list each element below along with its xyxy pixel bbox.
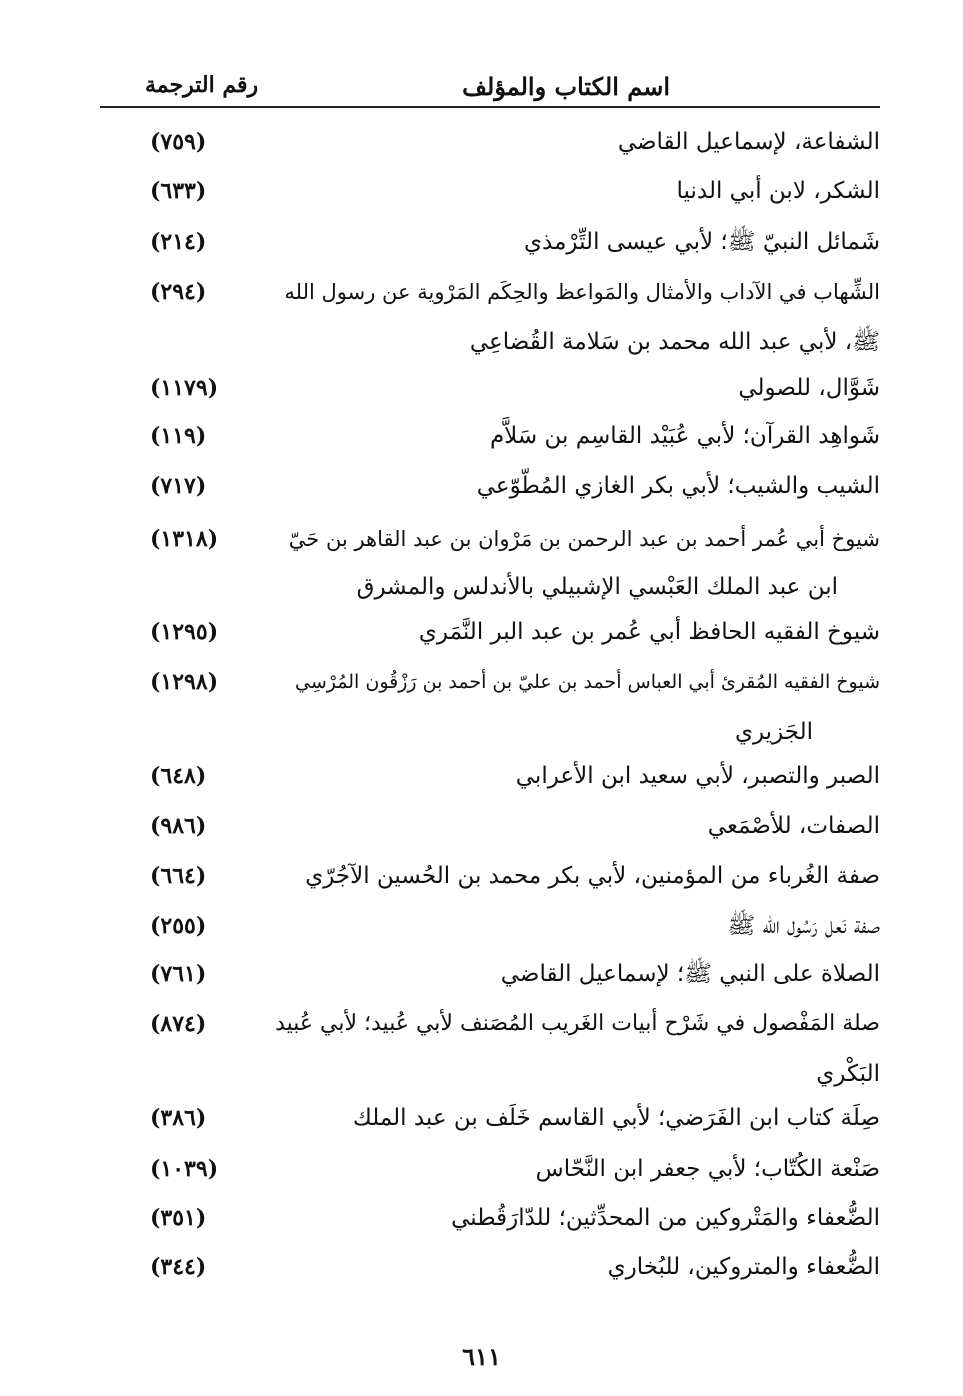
entry-title: الشِّهاب في الآداب والأمثال والمَواعظ والحِكَم المَرْوية عن رسول الله [284, 280, 880, 304]
entry-number: (٦٣٣) [150, 178, 207, 204]
entry-title: الشيب والشيب؛ لأبي بكر الغازي المُطّوّعي [476, 473, 880, 499]
entry-continuation: ابن عبد الملك العَبْسي الإشبيلي بالأندلس والمشرق [356, 574, 838, 600]
entry-title: شيوخ الفقيه الحافظ أبي عُمر بن عبد البر النَّمَري [418, 619, 880, 645]
entry-number: (٢١٤) [150, 229, 207, 255]
entry-continuation: البَكْري [816, 1061, 880, 1087]
entry-number: (٨٧٤) [150, 1011, 207, 1037]
entry-title: الضُّعفاء والمَتْروكين من المحدِّثين؛ للدّارَقُطني [451, 1205, 880, 1231]
entry-title: صلة المَفْصول في شَرْح أبيات الغَريب المُصَنف لأبي عُبيد؛ لأبي عُبيد [275, 1011, 880, 1036]
entry-title: صفة الغُرباء من المؤمنين، لأبي بكر محمد بن الحُسين الآجُرّي [305, 863, 880, 889]
entry-number: (٦٤٨) [150, 763, 207, 789]
entry-title: صَنْعة الكُتّاب؛ لأبي جعفر ابن النَّحّاس [535, 1156, 880, 1182]
entry-title: شَوَّال، للصولي [738, 375, 880, 401]
entry-title: شيوخ أبي عُمر أحمد بن عبد الرحمن بن مَرْوان بن عبد القاهر بن حَيّ [288, 527, 880, 551]
entry-number: (١٠٣٩) [150, 1156, 219, 1182]
entry-title: شَمائل النبيّ ﷺ؛ لأبي عيسى التِّرْمذي [524, 229, 880, 255]
entry-number: (١٢٩٨) [150, 669, 219, 695]
entry-title: الصبر والتصبر، لأبي سعيد ابن الأعرابي [515, 763, 880, 789]
entry-number: (١٢٩٥) [150, 619, 219, 645]
header-entry-number: رقم الترجمة [145, 72, 259, 98]
entry-number: (٦٦٤) [150, 863, 207, 889]
page-number: ٦١١ [462, 1342, 501, 1371]
entry-number: (٩٨٦) [150, 813, 207, 839]
header-book-author: اسم الكتاب والمؤلف [462, 72, 670, 101]
entry-number: (٣٥١) [150, 1205, 207, 1231]
entry-continuation: ﷺ، لأبي عبد الله محمد بن سَلامة القُضاعِي [469, 329, 880, 355]
entry-title: الضُّعفاء والمتروكين، للبُخاري [607, 1254, 880, 1280]
entry-number: (١١٧٩) [150, 375, 219, 401]
entry-number: (٣٤٤) [150, 1254, 207, 1280]
entry-title: الشكر، لابن أبي الدنيا [676, 178, 880, 204]
entry-number: (٢٥٥) [150, 913, 207, 939]
entry-number: (٣٨٦) [150, 1105, 207, 1131]
table-header [100, 70, 880, 108]
entry-number: (٧٥٩) [150, 129, 207, 155]
entry-title: شَواهِد القرآن؛ لأبي عُبَيْد القاسِم بن سَلاَّم [489, 423, 880, 449]
entry-title: الشفاعة، لإسماعيل القاضي [617, 129, 880, 155]
entry-number: (٢٩٤) [150, 279, 207, 305]
entry-title: صِلَة كتاب ابن الفَرَضي؛ لأبي القاسم خَلَف بن عبد الملك [352, 1105, 880, 1131]
entry-title: صفة نَعل رَسُول الله ﷺ [727, 913, 880, 939]
entry-title: شيوخ الفقيه المُقرئ أبي العباس أحمد بن عليّ بن أحمد بن رَزْقُون المُرْسِي [295, 671, 880, 693]
entry-title: الصفات، للأصْمَعي [707, 813, 880, 839]
entry-number: (١٣١٨) [150, 526, 219, 552]
entry-number: (٧٦١) [150, 961, 207, 987]
entry-number: (١١٩) [150, 423, 207, 449]
entry-number: (٧١٧) [150, 473, 207, 499]
entry-title: الصلاة على النبي ﷺ؛ لإسماعيل القاضي [500, 961, 880, 987]
entry-continuation: الجَزيري [734, 719, 813, 745]
